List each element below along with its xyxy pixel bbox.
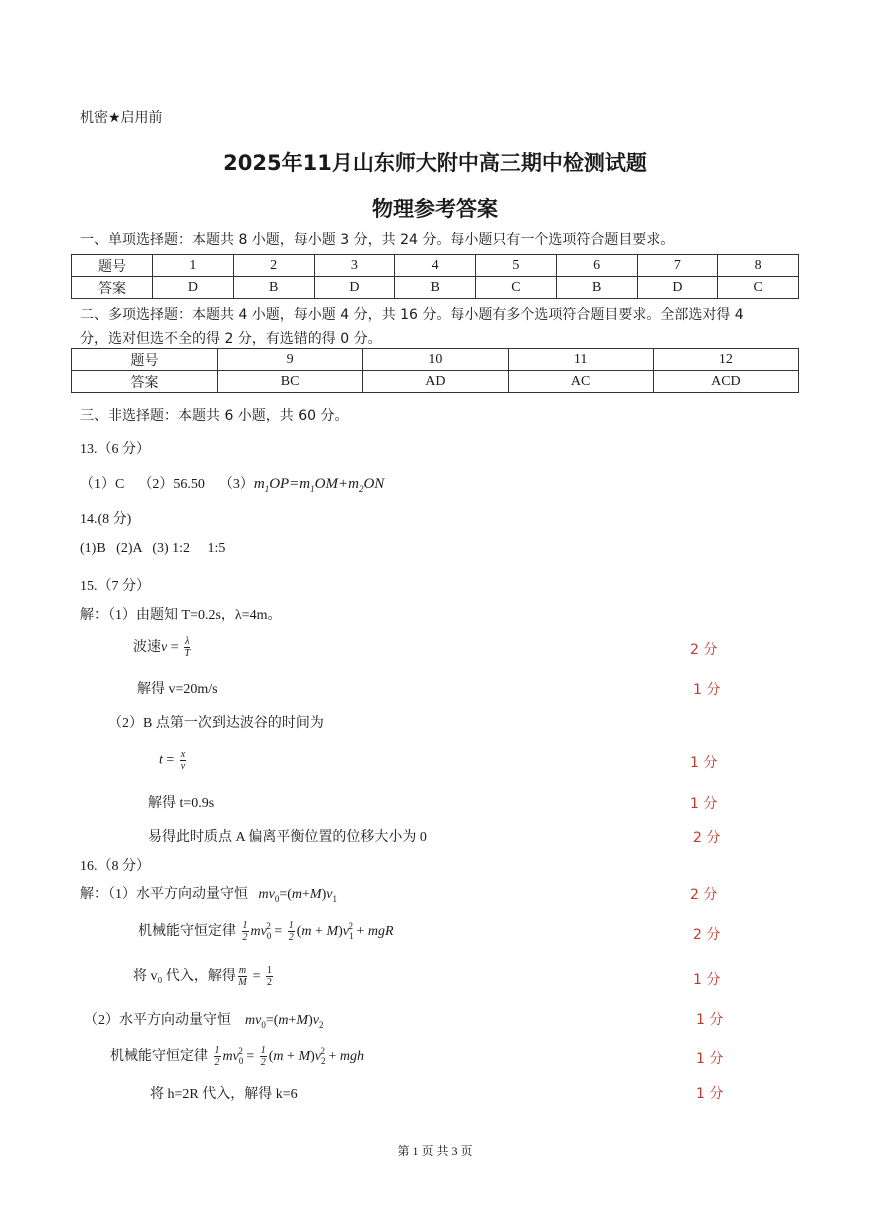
question-number: 3 xyxy=(314,255,395,277)
score-label: 1 分 xyxy=(690,755,718,771)
fraction: $\frac{1}{2}$ xyxy=(260,1045,266,1069)
q16-line3-prefix: 将 v₀ 代入，解得 xyxy=(133,969,236,984)
answer-cell: AC xyxy=(508,371,653,393)
score-label: 2 分 xyxy=(690,887,718,903)
question-number: 6 xyxy=(556,255,637,277)
question-number: 2 xyxy=(233,255,314,277)
q16-line2-prefix: 机械能守恒定律 xyxy=(138,924,236,939)
section1-answer-table xyxy=(71,254,799,299)
row-label-answer: 答案 xyxy=(72,371,218,393)
q16-line4-prefix: （2）水平方向动量守恒 xyxy=(84,1013,231,1028)
answer-cell: D xyxy=(153,277,234,299)
question-number: 8 xyxy=(718,255,799,277)
score-label: 1 分 xyxy=(690,796,718,812)
q16-line2: 机械能守恒定律 $\frac{1}{2}$ $mv_0^2$ = $\frac{1}{2}$ $(m + M)v_1^2$ + mgR xyxy=(138,920,394,944)
q13-title: 13.（6 分） xyxy=(80,442,150,457)
q16-line1-prefix: 解：（1）水平方向动量守恒 xyxy=(80,887,248,902)
q16-line4: （2）水平方向动量守恒 $mv_0=(m+M)v_2$ xyxy=(84,1013,324,1030)
answer-cell: ACD xyxy=(653,371,798,393)
question-number: 1 xyxy=(153,255,234,277)
answer-cell: AD xyxy=(363,371,508,393)
question-number: 12 xyxy=(653,349,798,371)
answer-cell: D xyxy=(637,277,718,299)
q16-line3: 将 v₀ 代入，解得 $\frac{m}{M}$ = $\frac{1}{2}$ xyxy=(133,965,273,989)
section2-answer-table xyxy=(71,348,799,393)
section3-heading: 三、非选择题：本题共 6 小题，共 60 分。 xyxy=(80,408,349,424)
table-row xyxy=(72,349,799,371)
q13-answer-2: （2）56.50 xyxy=(138,477,205,492)
table-row xyxy=(72,371,799,393)
answer-cell: D xyxy=(314,277,395,299)
q16-line6: 将 h=2R 代入，解得 k=6 xyxy=(150,1087,298,1102)
table-row xyxy=(72,277,799,299)
question-number: 11 xyxy=(508,349,653,371)
score-label: 1 分 xyxy=(696,1012,724,1028)
q14-answer: (1)B (2)A (3) 1:2 1:5 xyxy=(80,541,226,556)
page-subtitle: 物理参考答案 xyxy=(372,197,498,221)
fraction: $\frac{1}{2}$ xyxy=(214,1045,220,1069)
row-label-question: 题号 xyxy=(72,255,153,277)
score-label: 2 分 xyxy=(693,927,721,943)
q15-line4: （2）B 点第一次到达波谷的时间为 xyxy=(108,716,324,731)
fraction: $\frac{m}{M}$ xyxy=(238,965,247,989)
q13-answers xyxy=(80,473,384,494)
page-title: 2025年11月山东师大附中高三期中检测试题 xyxy=(223,151,647,175)
section2-heading-line2: 分，选对但选不全的得 2 分，有选错的得 0 分。 xyxy=(80,331,382,347)
q15-line6: 解得 t=0.9s xyxy=(148,796,215,811)
q14-title: 14.(8 分) xyxy=(80,512,132,527)
question-number: 10 xyxy=(363,349,508,371)
q16-title: 16.（8 分） xyxy=(80,859,150,874)
row-label-question: 题号 xyxy=(72,349,218,371)
answer-cell: B xyxy=(233,277,314,299)
q15-line2-prefix: 波速 xyxy=(133,640,161,655)
q16-line1: 解：（1）水平方向动量守恒 $mv_0=(m+M)v_1$ xyxy=(80,887,337,904)
question-number: 9 xyxy=(218,349,363,371)
row-label-answer: 答案 xyxy=(72,277,153,299)
answer-cell: B xyxy=(395,277,476,299)
q15-line7: 易得此时质点 A 偏离平衡位置的位移大小为 0 xyxy=(148,830,427,845)
answer-cell: BC xyxy=(218,371,363,393)
page-number-footer: 第 1 页 共 3 页 xyxy=(397,1144,473,1158)
fraction: $\frac{1}{2}$ xyxy=(288,920,294,944)
section1-heading: 一、单项选择题：本题共 8 小题，每小题 3 分，共 24 分。每小题只有一个选项符合题目要求。 xyxy=(80,232,675,248)
answer-cell: C xyxy=(718,277,799,299)
q15-line5-formula: t = $\frac{x}{v}$ xyxy=(159,749,186,772)
question-number: 5 xyxy=(476,255,557,277)
fraction: $\frac{\lambda}{T}$ xyxy=(184,636,191,660)
q15-line1: 解：（1）由题知 T=0.2s，λ=4m。 xyxy=(80,608,282,623)
answer-cell: C xyxy=(476,277,557,299)
fraction: $\frac{x}{v}$ xyxy=(180,749,186,772)
q15-title: 15.（7 分） xyxy=(80,579,150,594)
q16-line5: 机械能守恒定律 $\frac{1}{2}$ $mv_0^2$ = $\frac{1}{2}$ $(m + M)v_2^2$ + mgh xyxy=(110,1045,365,1069)
score-label: 1 分 xyxy=(696,1086,724,1102)
score-label: 1 分 xyxy=(696,1051,724,1067)
fraction: $\frac{1}{2}$ xyxy=(267,965,273,989)
section2-heading-line1: 二、多项选择题：本题共 4 小题，每小题 4 分，共 16 分。每小题有多个选项符合题目要求。全部选对得 4 xyxy=(80,307,744,323)
q15-line2: 波速v = $\frac{\lambda}{T}$ xyxy=(133,636,191,660)
score-label: 2 分 xyxy=(693,830,721,846)
q13-answer-1: （1）C xyxy=(80,477,125,492)
score-label: 1 分 xyxy=(693,682,721,698)
table-row xyxy=(72,255,799,277)
q16-line5-prefix: 机械能守恒定律 xyxy=(110,1049,208,1064)
q13-formula: $m_1OP=m_1OM+m_2ON$ xyxy=(253,476,385,494)
q13-answer-3-prefix: （3） xyxy=(218,477,254,492)
fraction: $\frac{1}{2}$ xyxy=(242,920,248,944)
q15-line3: 解得 v=20m/s xyxy=(137,682,218,697)
score-label: 2 分 xyxy=(690,642,718,658)
confidential-label: 机密★启用前 xyxy=(80,110,163,126)
score-label: 1 分 xyxy=(693,972,721,988)
answer-cell: B xyxy=(556,277,637,299)
question-number: 7 xyxy=(637,255,718,277)
question-number: 4 xyxy=(395,255,476,277)
